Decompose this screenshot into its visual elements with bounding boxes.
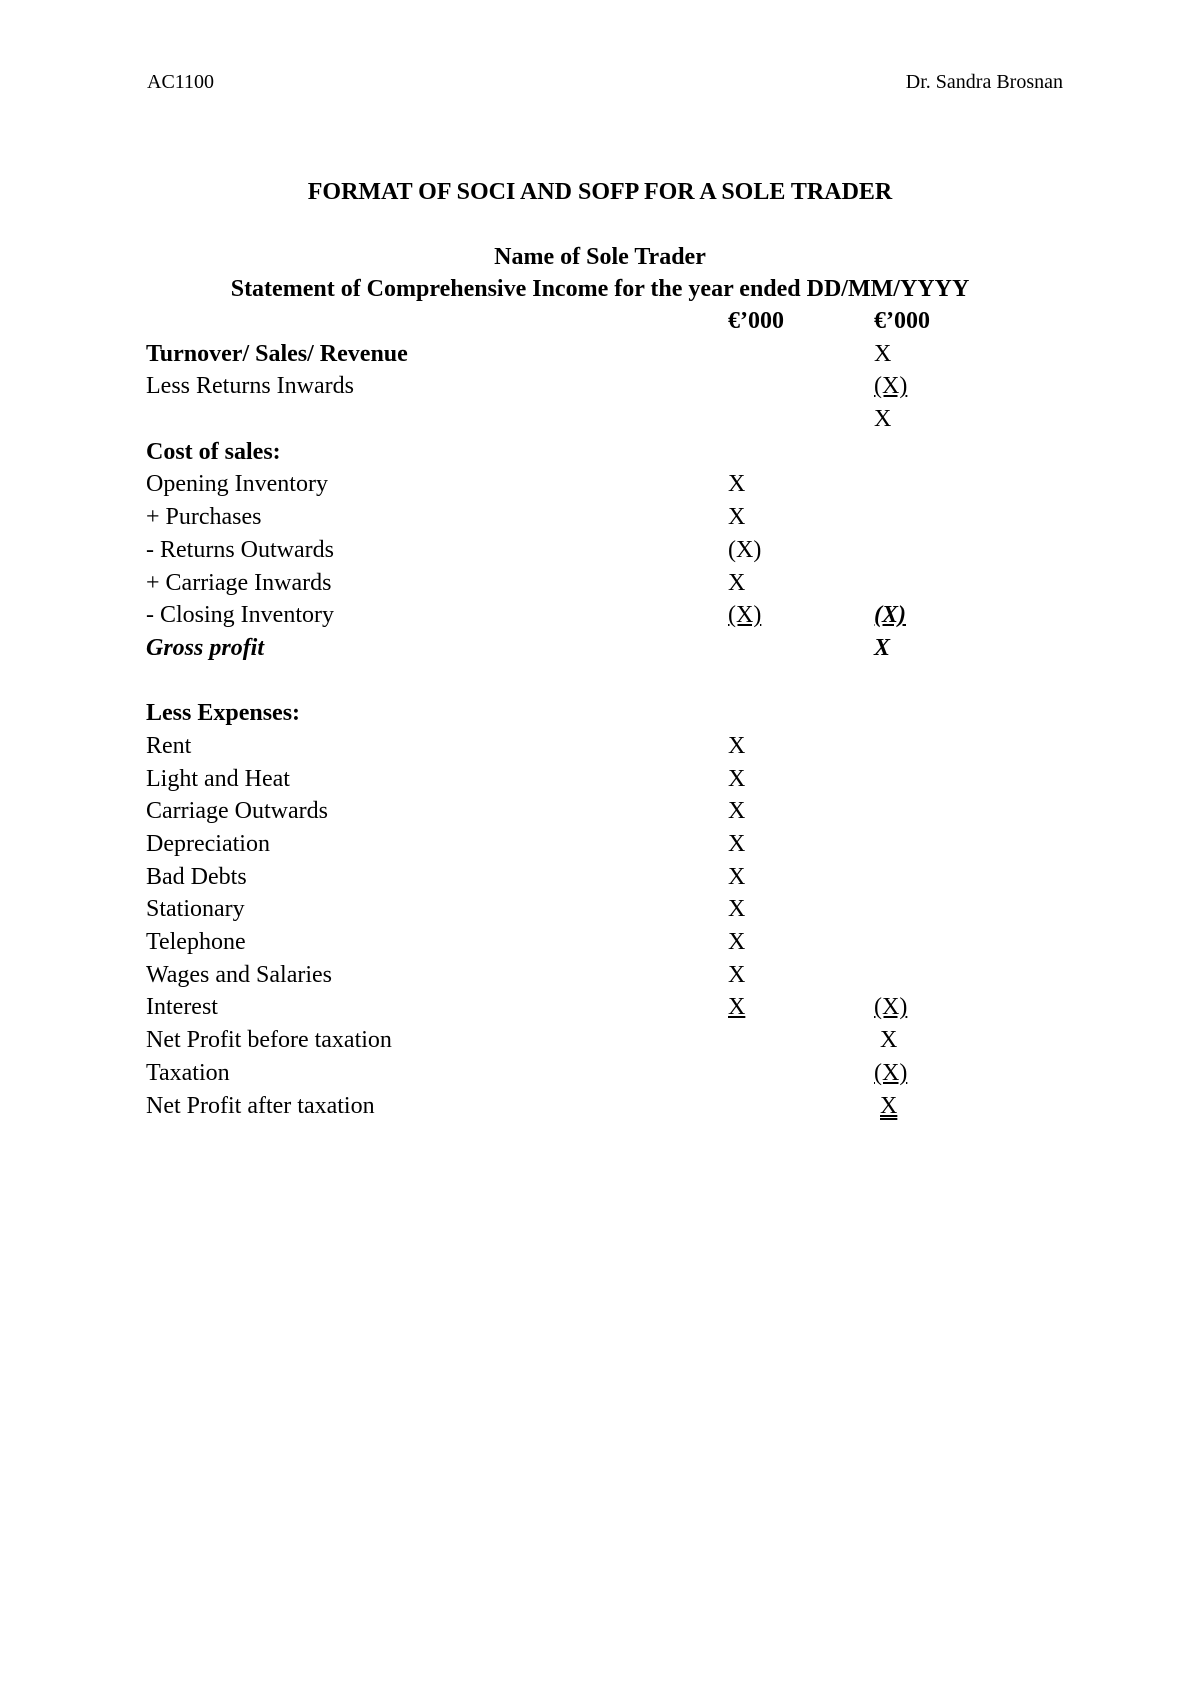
statement-row — [146, 893, 1046, 926]
row-label: Telephone — [146, 929, 246, 956]
statement-row — [146, 763, 1046, 796]
row-value-col1: X — [728, 961, 746, 988]
row-label: Bad Debts — [146, 863, 247, 890]
subtotal-row — [146, 632, 1046, 665]
section-heading-row — [146, 436, 1046, 469]
row-value-col1: X — [728, 896, 746, 923]
row-label: + Carriage Inwards — [146, 569, 332, 596]
row-label: Depreciation — [146, 831, 270, 857]
row-label: Less Returns Inwards — [146, 373, 354, 400]
statement-row — [146, 926, 1046, 959]
statement-entity-name: Name of Sole Trader — [494, 244, 706, 270]
row-label: Wages and Salaries — [146, 961, 332, 988]
spacer-row — [146, 665, 1046, 698]
total-row — [146, 1090, 1046, 1123]
row-value-col1: X — [728, 765, 746, 792]
row-label: - Closing Inventory — [146, 602, 334, 629]
row-value-col1: (X) — [728, 602, 762, 629]
statement-row — [146, 370, 1046, 403]
row-label: Opening Inventory — [146, 471, 328, 498]
row-label: Turnover/ Sales/ Revenue — [146, 340, 408, 367]
row-value-col2: X — [874, 340, 892, 367]
column-header-row — [146, 305, 1046, 338]
row-value-col1: X — [728, 863, 746, 890]
statement-subtitle: Statement of Comprehensive Income for the year ended DD/MM/YYYY — [230, 276, 970, 302]
row-label: Stationary — [146, 896, 245, 923]
statement-row — [146, 501, 1046, 534]
row-label: Carriage Outwards — [146, 798, 328, 825]
row-value-col2: (X) — [874, 373, 908, 400]
statement-row — [146, 861, 1046, 894]
statement-row — [146, 567, 1046, 600]
header-author: Dr. Sandra Brosnan — [905, 71, 1063, 93]
statement-row — [146, 468, 1046, 501]
row-value-col2: (X) — [874, 602, 906, 629]
row-value-col1: X — [728, 929, 746, 956]
income-statement — [146, 305, 1046, 1122]
statement-row — [146, 991, 1046, 1024]
row-value-col2: (X) — [874, 994, 908, 1021]
row-value-col2: X — [880, 1092, 898, 1119]
statement-row — [146, 599, 1046, 632]
statement-row — [146, 1024, 1046, 1057]
row-value-col1: X — [728, 471, 746, 498]
row-label: Net Profit after taxation — [146, 1092, 375, 1119]
row-value-col1: X — [728, 732, 746, 759]
statement-row — [146, 795, 1046, 828]
statement-row — [146, 1057, 1046, 1090]
header-course-code: AC1100 — [147, 71, 215, 93]
row-value-col1: X — [728, 798, 746, 825]
row-label: + Purchases — [146, 504, 262, 531]
section-heading-row — [146, 697, 1046, 730]
row-label: Net Profit before taxation — [146, 1027, 392, 1054]
row-label: - Returns Outwards — [146, 536, 334, 563]
row-value-col2: X — [880, 1027, 898, 1054]
row-value-col1: (X) — [728, 536, 762, 563]
row-label: Rent — [146, 732, 192, 759]
row-value-col1: X — [728, 569, 746, 596]
row-value-col1: X — [728, 504, 746, 531]
column-header-2: €’000 — [874, 308, 930, 334]
row-value-col2: X — [874, 634, 891, 661]
section-heading: Less Expenses: — [146, 700, 301, 727]
statement-row — [146, 403, 1046, 436]
row-label: Light and Heat — [146, 765, 290, 792]
row-label: Interest — [146, 994, 218, 1021]
page-title: FORMAT OF SOCI AND SOFP FOR A SOLE TRADER — [307, 179, 893, 205]
statement-row — [146, 959, 1046, 992]
statement-row — [146, 828, 1046, 861]
section-heading: Cost of sales: — [146, 438, 281, 465]
column-header-1: €’000 — [728, 308, 784, 334]
statement-row — [146, 730, 1046, 763]
row-value-col2: (X) — [874, 1059, 908, 1086]
row-value-col1: X — [728, 831, 746, 857]
row-value-col1: X — [728, 994, 746, 1021]
statement-row — [146, 534, 1046, 567]
row-value-col2: X — [874, 406, 892, 433]
row-label: Gross profit — [146, 634, 265, 661]
row-label: Taxation — [146, 1059, 230, 1086]
statement-row — [146, 338, 1046, 371]
